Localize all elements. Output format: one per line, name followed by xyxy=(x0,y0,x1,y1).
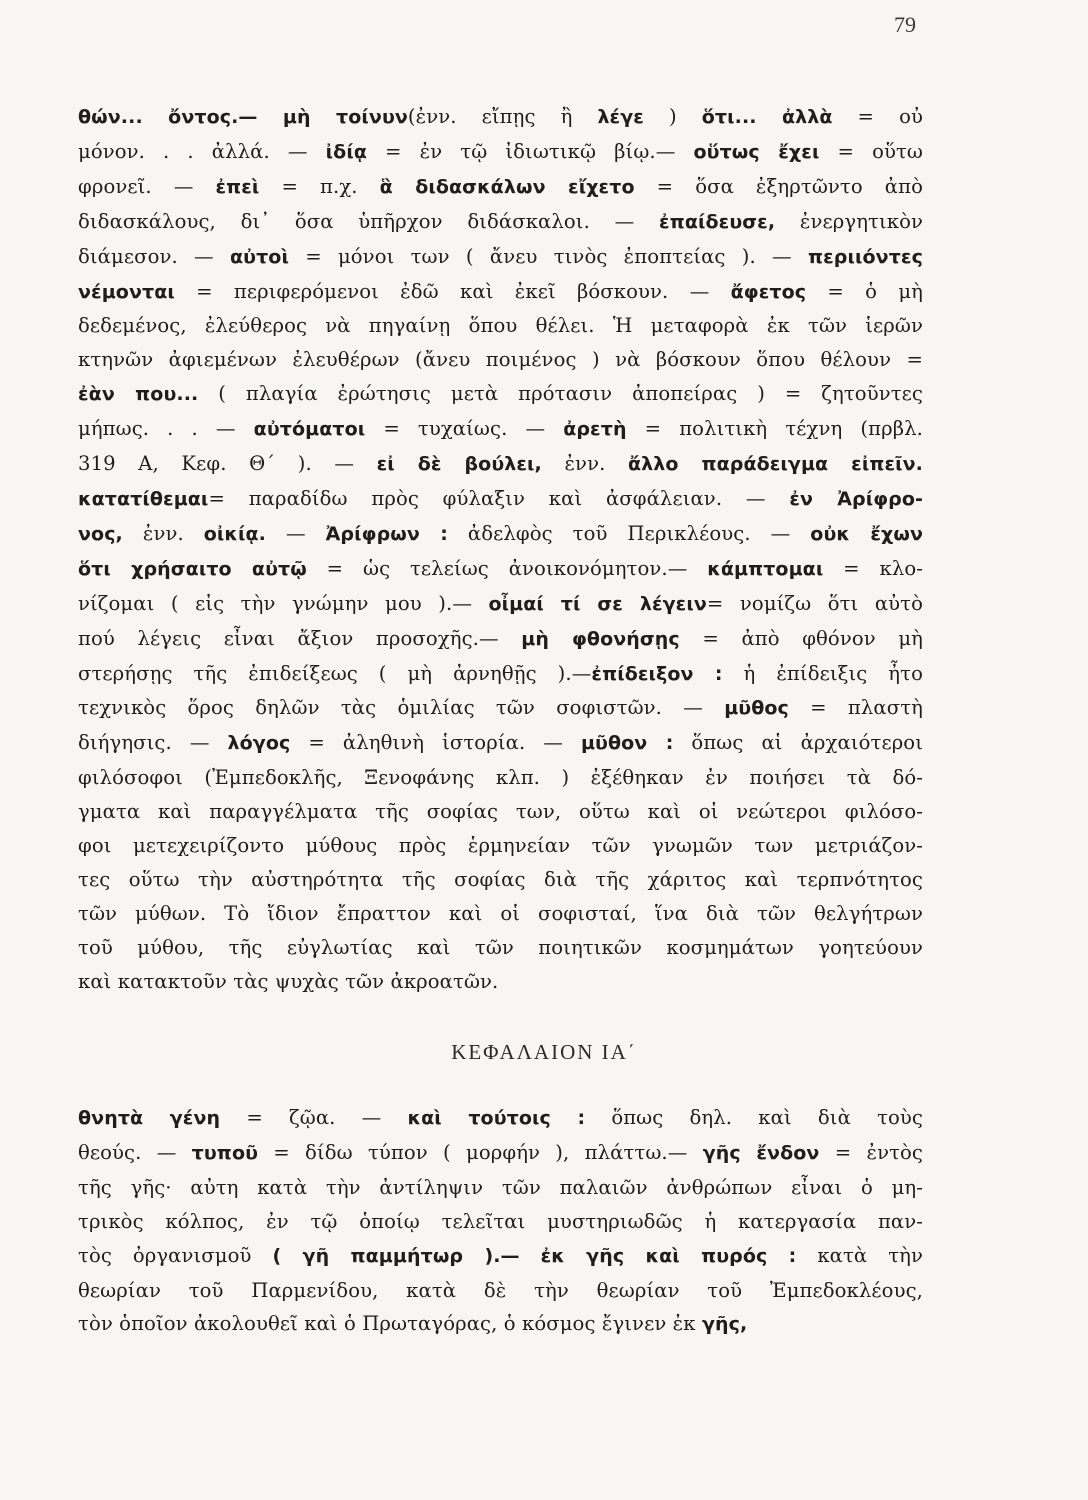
gloss-text: — xyxy=(266,521,326,545)
text-line xyxy=(78,170,923,205)
lemma-term: θών... ὄντος.— μὴ τοίνυν xyxy=(78,106,408,128)
text-line xyxy=(78,965,923,999)
text-line xyxy=(78,240,923,275)
gloss-text: = ἐντὸς xyxy=(819,1140,924,1164)
lemma-term: λόγος xyxy=(227,732,291,755)
gloss-text: νίζομαι ( εἰς τὴν γνώμην μου ).— xyxy=(78,591,489,615)
gloss-text: ) xyxy=(643,105,702,128)
gloss-text: = ὁ μὴ xyxy=(806,279,923,303)
gloss-text: κτηνῶν ἀφιεμένων ἐλευθέρων (ἄνευ ποιμένος ) νὰ βόσκουν ὅπου θέλουν = xyxy=(78,348,923,372)
lemma-term: οὐκ ἔχων xyxy=(810,522,924,545)
lemma-term: ὅτι χρήσαιτο αὐτῷ xyxy=(78,557,307,580)
gloss-text: τρικὸς κόλπος, ἐν τῷ ὁποίῳ τελεῖται μυστηριωδῶς ἡ κατεργασία παν- xyxy=(78,1209,923,1233)
gloss-text: = δίδω τύπον ( μορφήν ), πλάττω.— xyxy=(258,1140,703,1164)
gloss-text: τοῦ μύθου, τῆς εὐγλωτίας καὶ τῶν ποιητικῶν κοσμημάτων γοητεύουν xyxy=(78,935,923,959)
text-line xyxy=(78,897,923,931)
gloss-text: διδασκάλους, δι᾽ ὅσα ὑπῆρχον διδάσκαλοι. — xyxy=(78,209,660,233)
gloss-text: τεχνικὸς ὅρος δηλῶν τὰς ὁμιλίας τῶν σοφιστῶν. — xyxy=(78,696,725,720)
lemma-term: ἐπεὶ xyxy=(215,175,260,198)
text-line xyxy=(78,1239,923,1274)
gloss-text: τῶν μύθων. Τὸ ἴδιον ἔπραττον καὶ οἱ σοφισταί, ἵνα διὰ τῶν θελγήτρων xyxy=(78,901,923,925)
text-line xyxy=(78,552,923,587)
lemma-term: μῦθος xyxy=(724,697,789,720)
gloss-text: = νομίζω ὅτι αὐτὸ xyxy=(706,591,924,615)
lemma-term: ἐὰν που... xyxy=(78,383,199,406)
lemma-term: ἃ διδασκάλων εἴχετο xyxy=(379,175,635,198)
lemma-term: ὅτι... ἀλλὰ xyxy=(701,106,833,128)
lemma-term: τυποῦ xyxy=(191,1141,259,1164)
text-line xyxy=(78,863,923,897)
gloss-text: ἀδελφὸς τοῦ Περικλέους. — xyxy=(447,521,811,545)
gloss-text: = ἀληθινὴ ἱστορία. — xyxy=(290,731,581,755)
lemma-term: γῆς, xyxy=(701,1313,748,1336)
lemma-term: θνητὰ γένη xyxy=(78,1107,221,1129)
text-line xyxy=(78,691,923,726)
text-line xyxy=(78,309,923,343)
lemma-term: ἐκ γῆς καὶ πυρός : xyxy=(540,1244,797,1267)
lemma-term: περιιόντες xyxy=(808,245,923,268)
gloss-text: τὸς ὀργανισμοῦ xyxy=(78,1243,273,1267)
lemma-term: κατατίθεμαι xyxy=(78,487,209,510)
text-line xyxy=(78,447,923,482)
gloss-text: ἐνν. xyxy=(541,452,628,476)
gloss-text: = ἐν τῷ ἰδιωτικῷ βίῳ.— xyxy=(366,139,694,163)
lemma-term: ἐπαίδευσε, xyxy=(659,210,776,233)
gloss-text: θεούς. — xyxy=(78,1140,192,1164)
gloss-text: τες οὕτω τὴν αὐστηρότητα τῆς σοφίας διὰ τῆς χάριτος καὶ τερπνότητος xyxy=(78,867,923,891)
commentary-text-block-1 xyxy=(78,100,923,999)
gloss-text: = κλο- xyxy=(823,556,923,580)
lemma-term: λέγε xyxy=(597,106,644,128)
text-line xyxy=(78,1171,923,1205)
gloss-text: διήγησις. — xyxy=(78,731,228,755)
lemma-term: ἀρετὴ xyxy=(563,418,627,441)
gloss-text: μόνον. . . ἀλλά. — xyxy=(78,139,326,163)
gloss-text: πού λέγεις εἶναι ἄξιον προσοχῆς.— xyxy=(78,626,522,650)
gloss-text: = ἀπὸ φθόνον μὴ xyxy=(679,626,923,650)
text-line xyxy=(78,343,923,377)
text-line xyxy=(78,1101,923,1136)
gloss-text: ἡ ἐπίδειξις ἦτο xyxy=(722,661,923,685)
text-line xyxy=(78,482,923,517)
text-line xyxy=(78,135,923,170)
gloss-text: = ὡς τελείως ἀνοικονόμητον.— xyxy=(306,556,708,580)
lemma-term: νέμονται xyxy=(78,280,175,303)
text-line xyxy=(78,205,923,240)
gloss-text: φιλόσοφοι (Ἐμπεδοκλῆς, Ξενοφάνης κλπ. ) ἐξέθηκαν ἐν ποιήσει τὰ δό- xyxy=(78,766,923,790)
gloss-text: = μόνοι των ( ἄνευ τινὸς ἐποπτείας ). — xyxy=(288,244,808,268)
lemma-term: καὶ τούτοις : xyxy=(407,1107,586,1129)
gloss-text: φοι μετεχειρίζοντο μύθους πρὸς ἑρμηνείαν τῶν γνωμῶν των μετριάζον- xyxy=(78,834,923,858)
gloss-text: στερήσῃς τῆς ἐπιδείξεως ( μὴ ἀρνηθῇς ).— xyxy=(78,661,592,685)
text-line xyxy=(78,795,923,829)
text-line xyxy=(78,622,923,657)
chapter-heading: ΚΕΦΑΛΑΙΟΝ ΙΑ΄ xyxy=(451,1040,637,1064)
gloss-text: ἐνεργητικὸν xyxy=(775,209,924,233)
gloss-text: φρονεῖ. — xyxy=(78,174,216,198)
gloss-text: = ζῷα. — xyxy=(220,1106,408,1129)
text-line xyxy=(78,1307,923,1342)
lemma-term: αὐτοὶ xyxy=(229,245,289,268)
lemma-term: οἶμαί τί σε λέγειν xyxy=(488,592,707,615)
lemma-term: αὐτόματοι xyxy=(253,418,366,441)
gloss-text: ἐνν. xyxy=(122,521,204,545)
gloss-text: κατὰ τὴν xyxy=(796,1243,923,1267)
text-line xyxy=(78,412,923,447)
gloss-text: γματα καὶ παραγγέλματα τῆς σοφίας των, οὕτω καὶ οἱ νεώτεροι φιλόσο- xyxy=(78,800,923,824)
gloss-text: = πολιτικὴ τέχνη (πρβλ. xyxy=(626,417,923,441)
gloss-text: = ὅσα ἐξηρτῶντο ἀπὸ xyxy=(634,174,923,198)
text-line xyxy=(78,1205,923,1239)
lemma-term: εἰ δὲ βούλει, xyxy=(376,453,542,476)
gloss-text: θεωρίαν τοῦ Παρμενίδου, κατὰ δὲ τὴν θεωρίαν τοῦ Ἐμπεδοκλέους, xyxy=(78,1278,923,1302)
text-line xyxy=(78,100,923,135)
lemma-term: ἄλλο παράδειγμα εἰπεῖν. xyxy=(627,453,924,476)
text-line xyxy=(78,657,923,692)
gloss-text: = π.χ. xyxy=(259,174,380,198)
gloss-text: τῆς γῆς· αὐτη κατὰ τὴν ἀντίληψιν τῶν παλαιῶν ἀνθρώπων εἶναι ὁ μη- xyxy=(78,1175,923,1199)
lemma-term: ἐπίδειξον : xyxy=(591,662,723,685)
gloss-text: = πλαστὴ xyxy=(788,696,923,720)
lemma-term: γῆς ἔνδον xyxy=(702,1141,820,1164)
gloss-text: καὶ κατακτοῦν τὰς ψυχὰς τῶν ἀκροατῶν. xyxy=(78,969,499,993)
page-number: 79 xyxy=(894,12,916,37)
lemma-term: ἐν Ἀρίφρο- xyxy=(789,487,924,510)
text-line xyxy=(78,517,923,552)
lemma-term: Ἀρίφρων : xyxy=(325,522,448,545)
gloss-text: δεδεμένος, ἐλεύθερος νὰ πηγαίνῃ ὅπου θέλει. Ἡ μεταφορὰ ἐκ τῶν ἱερῶν xyxy=(78,314,923,338)
text-line xyxy=(78,931,923,965)
gloss-text: = τυχαίως. — xyxy=(365,417,564,441)
text-line xyxy=(78,761,923,795)
text-line xyxy=(78,829,923,863)
gloss-text: τὸν ὁποῖον ἀκολουθεῖ καὶ ὁ Πρωταγόρας, ὁ κόσμος ἔγινεν ἐκ xyxy=(78,1312,702,1336)
gloss-text: = παραδίδω πρὸς φύλαξιν καὶ ἀσφάλειαν. — xyxy=(208,486,790,510)
lemma-term: ἰδίᾳ xyxy=(325,140,367,163)
lemma-term: κάμπτομαι xyxy=(707,557,824,580)
text-line xyxy=(78,1274,923,1308)
gloss-text: μήπως. . . — xyxy=(78,417,254,441)
gloss-text: 319 Α, Κεφ. Θ΄ ). — xyxy=(78,452,377,476)
gloss-text: ( πλαγία ἐρώτησις μετὰ πρότασιν ἀποπείρας ) = ζητοῦντες xyxy=(198,382,923,406)
gloss-text: = περιφερόμενοι ἐδῶ καὶ ἐκεῖ βόσκουν. — xyxy=(174,279,731,303)
text-line xyxy=(78,587,923,622)
lemma-term: ( γῆ παμμήτωρ ).— xyxy=(272,1244,520,1267)
text-line xyxy=(78,377,923,412)
lemma-term: οἰκίᾳ. xyxy=(203,522,266,545)
text-line xyxy=(78,726,923,761)
lemma-term: ἄφετος xyxy=(730,280,807,303)
gloss-text: διάμεσον. — xyxy=(78,244,230,268)
text-line xyxy=(78,1136,923,1171)
lemma-term: οὕτως ἔχει xyxy=(693,140,820,163)
gloss-text: = οὐ xyxy=(832,105,923,128)
gloss-text: (ἐνν. εἴπῃς ἢ xyxy=(407,105,598,128)
gloss-text: ὅπως δηλ. καὶ διὰ τοὺς xyxy=(585,1106,923,1129)
gloss-text: = οὕτω xyxy=(819,139,924,163)
commentary-text-block-2 xyxy=(78,1101,923,1342)
gloss-text xyxy=(520,1244,541,1267)
lemma-term: νος, xyxy=(78,522,123,545)
gloss-text: ὅπως αἱ ἀρχαιότεροι xyxy=(673,731,923,755)
lemma-term: μὴ φθονήσῃς xyxy=(521,627,680,650)
text-line xyxy=(78,275,923,310)
lemma-term: μῦθον : xyxy=(580,732,674,755)
